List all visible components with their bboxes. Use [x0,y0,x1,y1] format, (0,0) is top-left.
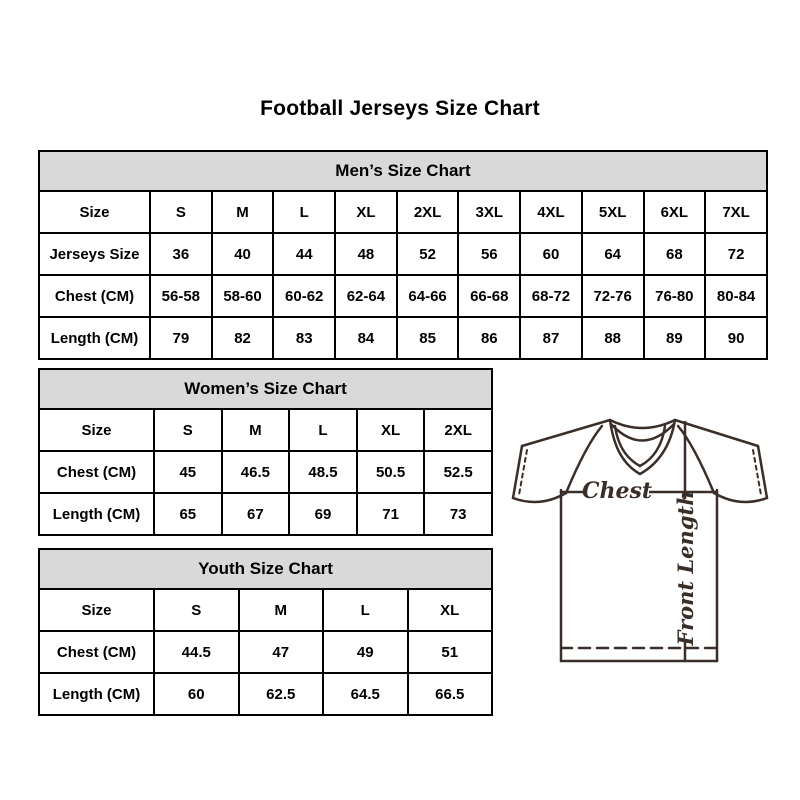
size-value-cell: S [154,409,222,451]
size-value-cell: 66-68 [458,275,520,317]
size-value-cell: 7XL [705,191,767,233]
size-value-cell: 3XL [458,191,520,233]
size-value-cell: 82 [212,317,274,359]
size-value-cell: 87 [520,317,582,359]
size-value-cell: M [212,191,274,233]
table-row [39,673,492,715]
size-value-cell: 56 [458,233,520,275]
table-title-row [39,151,767,191]
size-value-cell: 64-66 [397,275,459,317]
size-value-cell: 80-84 [705,275,767,317]
size-value-cell: 60 [154,673,239,715]
size-value-cell: 85 [397,317,459,359]
size-value-cell: 66.5 [408,673,493,715]
table-row [39,409,492,451]
size-value-cell: 69 [289,493,357,535]
row-header-cell: Length (CM) [39,673,154,715]
size-value-cell: S [150,191,212,233]
size-value-cell: XL [408,589,493,631]
size-value-cell: 68-72 [520,275,582,317]
size-value-cell: 51 [408,631,493,673]
size-value-cell: 58-60 [212,275,274,317]
size-value-cell: L [289,409,357,451]
jersey-outline [513,420,767,661]
size-value-cell: 40 [212,233,274,275]
size-value-cell: 44 [273,233,335,275]
size-value-cell: 84 [335,317,397,359]
size-value-cell: M [239,589,324,631]
size-value-cell: 36 [150,233,212,275]
table-row [39,191,767,233]
size-value-cell: 60-62 [273,275,335,317]
size-value-cell: 52 [397,233,459,275]
jersey-measurement-diagram-icon [500,393,780,673]
size-value-cell: XL [335,191,397,233]
row-header-cell: Chest (CM) [39,451,154,493]
womens-table-title: Women’s Size Chart [39,369,492,409]
row-header-cell: Size [39,589,154,631]
size-value-cell: 52.5 [424,451,492,493]
mens-size-table [38,150,768,360]
table-row [39,275,767,317]
size-value-cell: 72-76 [582,275,644,317]
size-value-cell: 79 [150,317,212,359]
size-value-cell: 90 [705,317,767,359]
table-row [39,317,767,359]
size-value-cell: 64 [582,233,644,275]
size-value-cell: 44.5 [154,631,239,673]
size-value-cell: 45 [154,451,222,493]
size-value-cell: 50.5 [357,451,425,493]
row-header-cell: Length (CM) [39,493,154,535]
table-title-row [39,369,492,409]
size-value-cell: 49 [323,631,408,673]
size-value-cell: 48 [335,233,397,275]
size-value-cell: 88 [582,317,644,359]
row-header-cell: Size [39,191,150,233]
mens-table-title: Men’s Size Chart [39,151,767,191]
size-value-cell: 73 [424,493,492,535]
size-value-cell: 60 [520,233,582,275]
table-row [39,493,492,535]
size-value-cell: L [323,589,408,631]
row-header-cell: Size [39,409,154,451]
size-value-cell: 76-80 [644,275,706,317]
size-value-cell: 4XL [520,191,582,233]
table-row [39,589,492,631]
size-value-cell: M [222,409,290,451]
row-header-cell: Chest (CM) [39,631,154,673]
size-value-cell: 62.5 [239,673,324,715]
row-header-cell: Jerseys Size [39,233,150,275]
size-value-cell: 48.5 [289,451,357,493]
table-row [39,631,492,673]
size-value-cell: 71 [357,493,425,535]
size-value-cell: 2XL [397,191,459,233]
youth-table-title: Youth Size Chart [39,549,492,589]
size-value-cell: 83 [273,317,335,359]
size-value-cell: 5XL [582,191,644,233]
size-value-cell: 89 [644,317,706,359]
size-value-cell: 64.5 [323,673,408,715]
table-title-row [39,549,492,589]
row-header-cell: Length (CM) [39,317,150,359]
size-value-cell: S [154,589,239,631]
size-value-cell: 62-64 [335,275,397,317]
size-value-cell: XL [357,409,425,451]
size-value-cell: 65 [154,493,222,535]
size-value-cell: L [273,191,335,233]
page-title: Football Jerseys Size Chart [260,97,540,120]
size-value-cell: 46.5 [222,451,290,493]
size-value-cell: 47 [239,631,324,673]
size-value-cell: 68 [644,233,706,275]
womens-size-table [38,368,493,536]
size-value-cell: 2XL [424,409,492,451]
chest-label: Chest [581,478,653,504]
size-value-cell: 86 [458,317,520,359]
table-row [39,451,492,493]
youth-size-table [38,548,493,716]
front-length-label: Front Length [673,490,698,646]
table-row [39,233,767,275]
size-value-cell: 56-58 [150,275,212,317]
row-header-cell: Chest (CM) [39,275,150,317]
size-value-cell: 67 [222,493,290,535]
size-value-cell: 72 [705,233,767,275]
size-value-cell: 6XL [644,191,706,233]
